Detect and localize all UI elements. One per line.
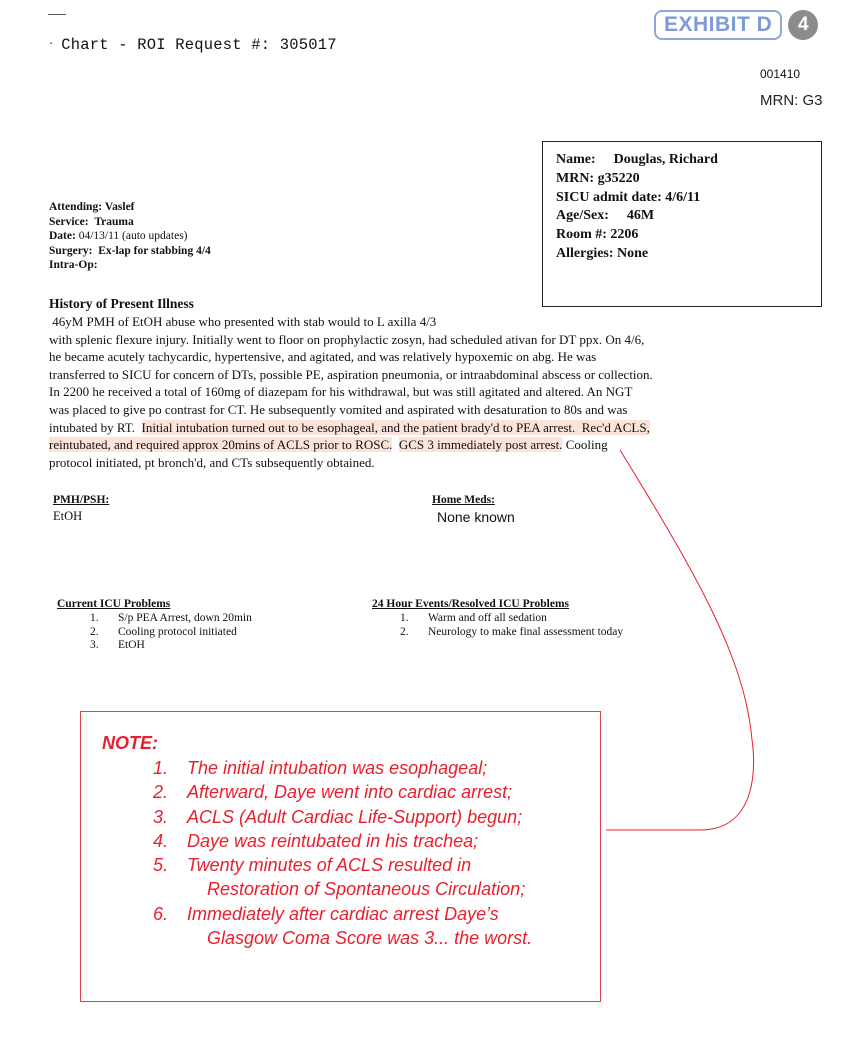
exhibit-label: EXHIBIT D [654,10,782,40]
age-sex-label: Age/Sex: [556,208,609,224]
pmh-value: EtOH [53,509,83,523]
intraop-label: Intra-Op: [49,259,98,271]
highlight-reintubation: reintubated, and required approx 20mins of ACLS prior to ROSC. [49,437,393,453]
note-item [153,902,532,926]
list-item [400,612,623,626]
item-text: Twenty minutes of ACLS resulted in [187,855,472,876]
item-text: Daye was reintubated in his trachea; [187,830,479,851]
encounter-info [49,200,211,273]
item-number: 2. [153,782,169,803]
age-sex-row [556,207,821,226]
item-number: 2. [400,625,409,638]
item-text: Immediately after cardiac arrest Daye’s [187,903,499,924]
item-number: 1. [90,612,99,624]
patient-mrn: MRN: g35220 [556,170,640,186]
date-label: Date: [49,230,76,242]
roi-request-text: Chart - ROI Request #: 305017 [61,36,337,54]
date-row [49,229,211,244]
home-meds-title: Home Meds: [432,494,495,506]
hpi-line: transferred to SICU for concern of DTs, possible PE, aspiration pneumonia, or intraabdominal abscess or collection. [49,366,653,382]
note-list [153,756,532,950]
date-value: 04/13/11 (auto updates) [78,230,188,242]
note-item [153,780,532,804]
hpi-line: protocol initiated, pt bronch'd, and CTs subsequently obtained. [49,454,375,470]
hpi-line: with splenic flexure injury. Initially went to floor on prophylactic zosyn, had scheduled ativan for DT ppx. On 4/6, [49,331,645,347]
hpi-text: intubated by RT. [49,419,142,435]
item-text: ACLS (Adult Cardiac Life-Support) begun; [187,806,523,827]
surgery-label: Surgery: [49,244,93,257]
highlight-esophageal-intubation: Initial intubation turned out to be esophageal, and the [141,419,423,435]
item-text: Afterward, Daye went into cardiac arrest; [187,782,513,803]
hpi-body [49,313,809,471]
patient-name-row [556,151,821,170]
hpi-line: In 2200 he received a total of 160mg of diazepam for his withdrawal, but was still agitated and altered. An NGT [49,384,633,400]
pmh-title: PMH/PSH: [53,494,110,506]
note-item [153,853,532,877]
room-number: Room #: 2206 [556,227,639,243]
item-text: The initial intubation was esophageal; [187,758,488,778]
item-text: Neurology to make final assessment today [428,625,624,638]
patient-info-box [542,141,822,307]
item-number: 3. [153,806,169,827]
item-number: 1. [153,758,169,778]
list-item [90,639,252,653]
item-text: S/p PEA Arrest, down 20min [118,612,252,624]
scan-mark [48,14,66,15]
exhibit-stamp [654,10,818,40]
item-continuation: Glasgow Coma Score was 3... the worst. [207,928,533,949]
item-number: 1. [400,612,409,624]
item-number: 6. [153,903,169,924]
highlight-gcs: GCS 3 immediately post arrest. [398,437,563,453]
connector-path [606,450,754,830]
intraop-row [49,258,211,273]
item-text: Warm and off all sedation [428,612,547,624]
age-sex-value: 46M [626,208,655,224]
home-meds-value: None known [437,509,515,525]
surgery-value: Ex-lap for stabbing 4/4 [98,244,211,257]
service-value: Trauma [94,215,134,228]
list-item [90,612,252,626]
service-row [49,215,211,230]
events-24h-list [400,612,623,639]
hpi-title: History of Present Illness [49,296,194,311]
item-text: EtOH [118,639,145,651]
hpi-line [49,419,809,437]
hpi-line [49,436,809,454]
hpi-line: was placed to give po contrast for CT. He subsequently vomited and aspirated with desaturation to 80s and was [49,401,628,417]
item-number: 2. [90,625,99,638]
highlight-pea-arrest: patient brady'd to PEA arrest. Rec'd ACLS, [422,419,650,435]
hpi-line: 46yM PMH of EtOH abuse who presented with stab would to L axilla 4/3 [49,314,437,329]
item-number: 4. [153,830,169,851]
hpi-line: he became acutely tachycardic, hypertensive, and agitated, and was relatively hypoxemic on abg. He was [49,349,597,365]
sicu-admit-date: SICU admit date: 4/6/11 [556,189,701,205]
item-number: 3. [90,639,99,651]
note-title: NOTE: [102,733,158,753]
service-label: Service: [49,215,89,228]
note-item [153,829,532,853]
attending-label: Attending: [49,201,103,213]
item-number: 5. [153,855,169,876]
current-icu-problems-title: Current ICU Problems [57,598,171,610]
patient-name: Douglas, Richard [613,152,718,167]
note-item [153,805,532,829]
attending-value: Vaslef [104,201,135,213]
hpi-text: Cooling [562,437,608,453]
events-24h-title: 24 Hour Events/Resolved ICU Problems [372,598,569,610]
list-item [90,626,252,640]
note-item [153,756,532,780]
attending-row [49,200,211,215]
roi-request-header: · Chart - ROI Request #: 305017 [48,36,337,54]
document-number: 001410 [760,67,801,81]
mrn-top: MRN: G3 [760,92,823,109]
list-item [400,626,623,640]
item-continuation: Restoration of Spontaneous Circulation; [207,879,526,900]
item-text: Cooling protocol initiated [118,625,237,638]
allergies: Allergies: None [556,245,649,261]
surgery-row [49,244,211,259]
name-label: Name: [556,152,596,167]
exhibit-number-badge: 4 [788,10,818,40]
current-icu-problems-list [90,612,252,653]
